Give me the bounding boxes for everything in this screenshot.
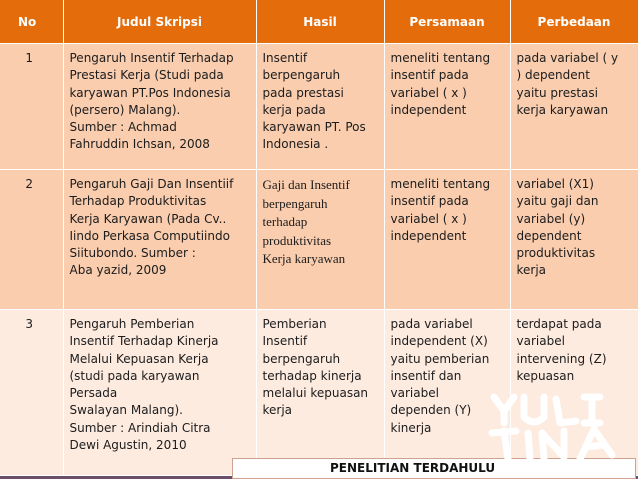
header-persamaan: Persamaan: [384, 0, 510, 44]
header-judul: Judul Skripsi: [63, 0, 256, 44]
table-row: [0, 170, 638, 310]
header-no: No: [0, 0, 63, 44]
cell-hasil: Gaji dan Insentif berpengaruh terhadap produktivitas Kerja karyawan: [256, 170, 384, 310]
cell-persamaan: pada variabel independent (X) yaitu pemberian insentif dan variabel dependen (Y) kinerja: [384, 310, 510, 476]
footer-label: PENELITIAN TERDAHULU: [330, 461, 496, 475]
cell-hasil: Insentif berpengaruh pada prestasi kerja pada karyawan PT. Pos Indonesia .: [256, 44, 384, 170]
cell-no: 3: [0, 310, 63, 476]
cell-judul: Pengaruh Gaji Dan Insentiif Terhadap Produktivitas Kerja Karyawan (Pada Cv.. Iindo Perkasa Computiindo Siitubondo. Sumber : Aba yazid, 2009: [63, 170, 256, 310]
cell-perbedaan: terdapat pada variabel intervening (Z) kepuasan: [510, 310, 638, 476]
cell-hasil: Pemberian Insentif berpengaruh terhadap kinerja melalui kepuasan kerja: [256, 310, 384, 476]
cell-judul: Pengaruh Pemberian Insentif Terhadap Kinerja Melalui Kepuasan Kerja (studi pada karyawan Persada Swalayan Malang). Sumber : Arindiah Citra Dewi Agustin, 2010: [63, 310, 256, 476]
table-row: [0, 44, 638, 170]
table-header-row: [0, 0, 638, 44]
header-hasil: Hasil: [256, 0, 384, 44]
cell-no: 1: [0, 44, 63, 170]
cell-perbedaan: variabel (X1) yaitu gaji dan variabel (y) dependent produktivitas kerja: [510, 170, 638, 310]
cell-no: 2: [0, 170, 63, 310]
cell-judul: Pengaruh Insentif Terhadap Prestasi Kerja (Studi pada karyawan PT.Pos Indonesia (persero) Malang). Sumber : Achmad Fahruddin Ichsan, 2008: [63, 44, 256, 170]
yuli-tina-logo: [488, 393, 636, 463]
cell-perbedaan: pada variabel ( y ) dependent yaitu prestasi kerja karyawan: [510, 44, 638, 170]
cell-persamaan: meneliti tentang insentif pada variabel ( x ) independent: [384, 44, 510, 170]
cell-persamaan: meneliti tentang insentif pada variabel ( x ) independent: [384, 170, 510, 310]
header-perbedaan: Perbedaan: [510, 0, 638, 44]
